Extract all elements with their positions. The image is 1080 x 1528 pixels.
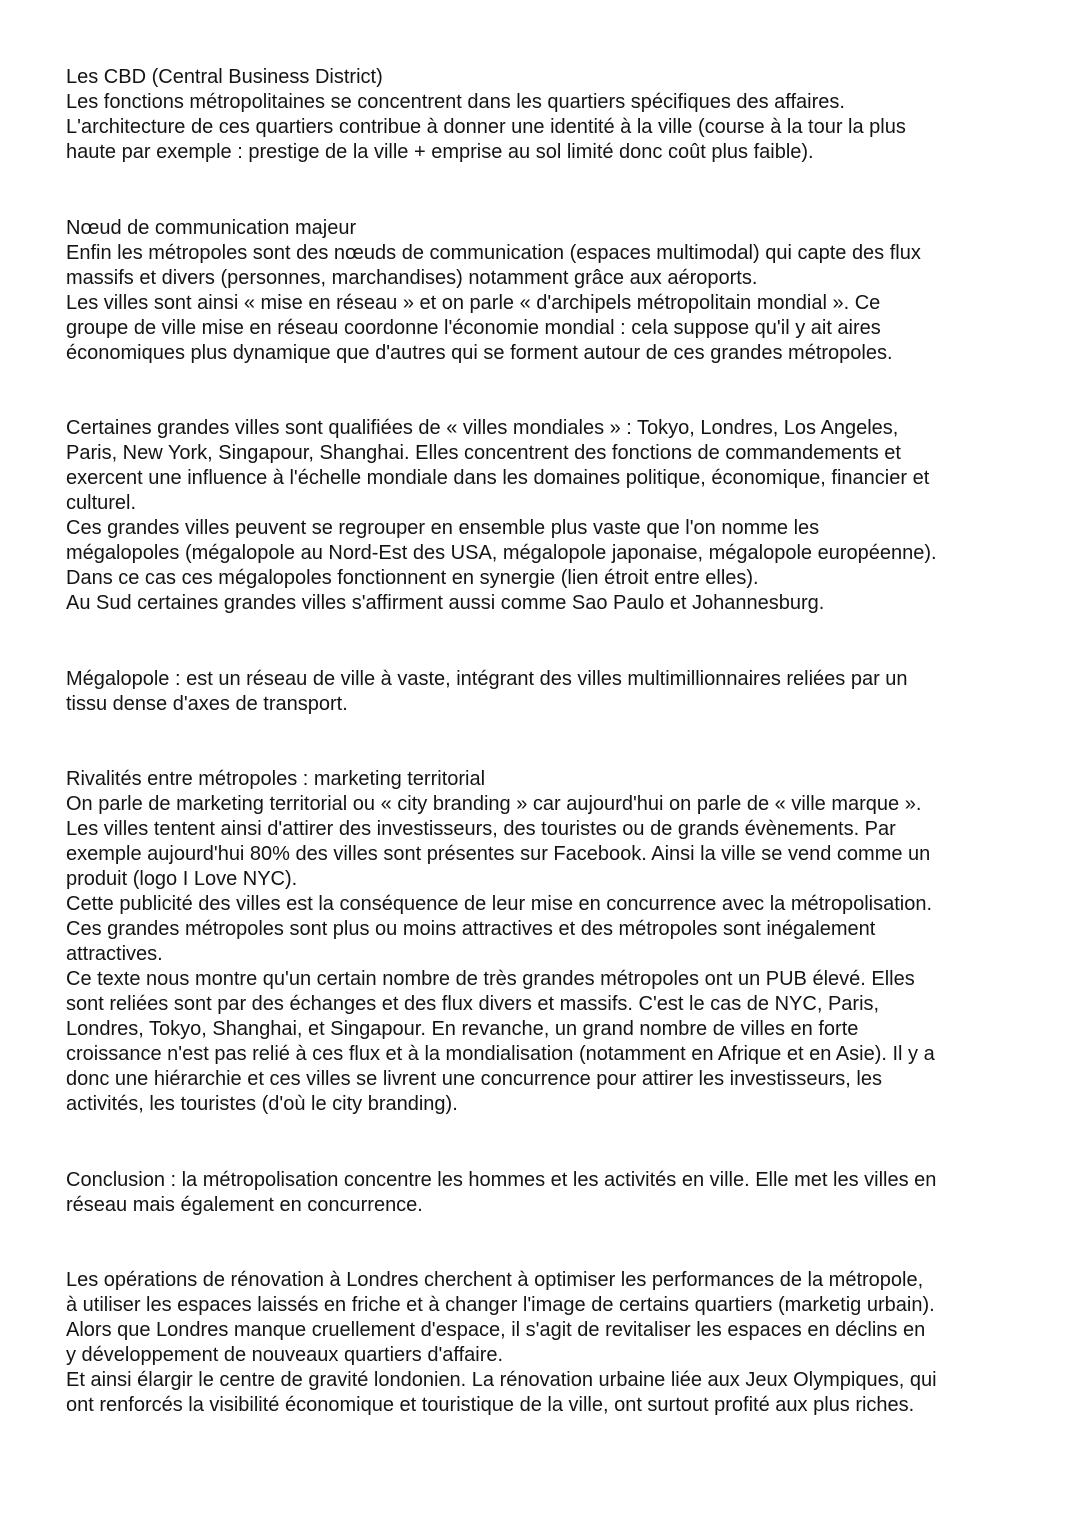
text-line: y développement de nouveaux quartiers d'affaire.: [66, 1344, 504, 1366]
text-line: Alors que Londres manque cruellement d'espace, il s'agit de revitaliser les espaces en déclins en: [66, 1319, 926, 1341]
text-line: sont reliées sont par des échanges et des flux divers et massifs. C'est le cas de NYC, Paris,: [66, 993, 880, 1015]
text-line: à utiliser les espaces laissés en friche et à changer l'image de certains quartiers (marketig urbain).: [66, 1294, 935, 1316]
text-line: réseau mais également en concurrence.: [66, 1194, 423, 1216]
section-megalopole: [66, 667, 908, 717]
text-line: Dans ce cas ces mégalopoles fonctionnent en synergie (lien étroit entre elles).: [66, 567, 759, 589]
text-line: exercent une influence à l'échelle mondiale dans les domaines politique, économique, financier et: [66, 467, 930, 489]
text-line: Les CBD (Central Business District): [66, 66, 383, 88]
text-line: exemple aujourd'hui 80% des villes sont présentes sur Facebook. Ainsi la ville se vend comme un: [66, 843, 931, 865]
text-line: Certaines grandes villes sont qualifiées de « villes mondiales » : Tokyo, Londres, Los Angeles,: [66, 417, 899, 439]
text-line: Mégalopole : est un réseau de ville à vaste, intégrant des villes multimillionnaires reliées par un: [66, 668, 908, 690]
text-line: Nœud de communication majeur: [66, 217, 357, 239]
text-line: Et ainsi élargir le centre de gravité londonien. La rénovation urbaine liée aux Jeux Olympiques, qui: [66, 1369, 937, 1391]
text-line: Cette publicité des villes est la conséquence de leur mise en concurrence avec la métropolisation.: [66, 893, 933, 915]
text-line: mégalopoles (mégalopole au Nord-Est des USA, mégalopole japonaise, mégalopole européenne).: [66, 542, 937, 564]
section-noeud-communication: [66, 216, 921, 366]
text-line: Ces grandes métropoles sont plus ou moins attractives et des métropoles sont inégalement: [66, 918, 876, 940]
text-line: croissance n'est pas relié à ces flux et à la mondialisation (notamment en Afrique et en Asie). Il y a: [66, 1043, 935, 1065]
text-line: Londres, Tokyo, Shanghai, et Singapour. En revanche, un grand nombre de villes en forte: [66, 1018, 859, 1040]
section-renovation-londres: [66, 1268, 937, 1418]
section-villes-mondiales: [66, 416, 937, 616]
text-line: activités, les touristes (d'où le city branding).: [66, 1093, 458, 1115]
text-line: Les villes sont ainsi « mise en réseau » et on parle « d'archipels métropolitain mondial ». Ce: [66, 292, 881, 314]
section-rivalites-metropoles: [66, 767, 935, 1117]
section-cbd: [66, 65, 906, 165]
text-line: Les opérations de rénovation à Londres cherchent à optimiser les performances de la métropole,: [66, 1269, 924, 1291]
text-line: Ces grandes villes peuvent se regrouper en ensemble plus vaste que l'on nomme les: [66, 517, 820, 539]
text-line: On parle de marketing territorial ou « city branding » car aujourd'hui on parle de « ville marque ».: [66, 793, 922, 815]
text-line: Au Sud certaines grandes villes s'affirment aussi comme Sao Paulo et Johannesburg.: [66, 592, 825, 614]
text-line: L'architecture de ces quartiers contribue à donner une identité à la ville (course à la tour la plus: [66, 116, 906, 138]
text-line: économiques plus dynamique que d'autres qui se forment autour de ces grandes métropoles.: [66, 342, 893, 364]
text-line: Conclusion : la métropolisation concentre les hommes et les activités en ville. Elle met les villes en: [66, 1169, 937, 1191]
text-line: culturel.: [66, 492, 137, 514]
text-line: attractives.: [66, 943, 163, 965]
text-line: tissu dense d'axes de transport.: [66, 693, 348, 715]
text-line: Ce texte nous montre qu'un certain nombre de très grandes métropoles ont un PUB élevé. Elles: [66, 968, 915, 990]
text-line: Paris, New York, Singapour, Shanghai. Elles concentrent des fonctions de commandements et: [66, 442, 901, 464]
text-line: Enfin les métropoles sont des nœuds de communication (espaces multimodal) qui capte des flux: [66, 242, 921, 264]
text-line: donc une hiérarchie et ces villes se livrent une concurrence pour attirer les investisseurs, les: [66, 1068, 882, 1090]
text-line: ont renforcés la visibilité économique et touristique de la ville, ont surtout profité aux plus riches.: [66, 1394, 915, 1416]
text-line: Les fonctions métropolitaines se concentrent dans les quartiers spécifiques des affaires.: [66, 91, 845, 113]
text-line: Les villes tentent ainsi d'attirer des investisseurs, des touristes ou de grands évènements. Par: [66, 818, 896, 840]
section-conclusion: [66, 1168, 936, 1218]
text-line: haute par exemple : prestige de la ville + emprise au sol limité donc coût plus faible).: [66, 141, 814, 163]
text-line: groupe de ville mise en réseau coordonne l'économie mondial : cela suppose qu'il y ait aires: [66, 317, 881, 339]
text-line: produit (logo I Love NYC).: [66, 868, 298, 890]
text-line: Rivalités entre métropoles : marketing territorial: [66, 768, 486, 790]
text-line: massifs et divers (personnes, marchandises) notamment grâce aux aéroports.: [66, 267, 758, 289]
